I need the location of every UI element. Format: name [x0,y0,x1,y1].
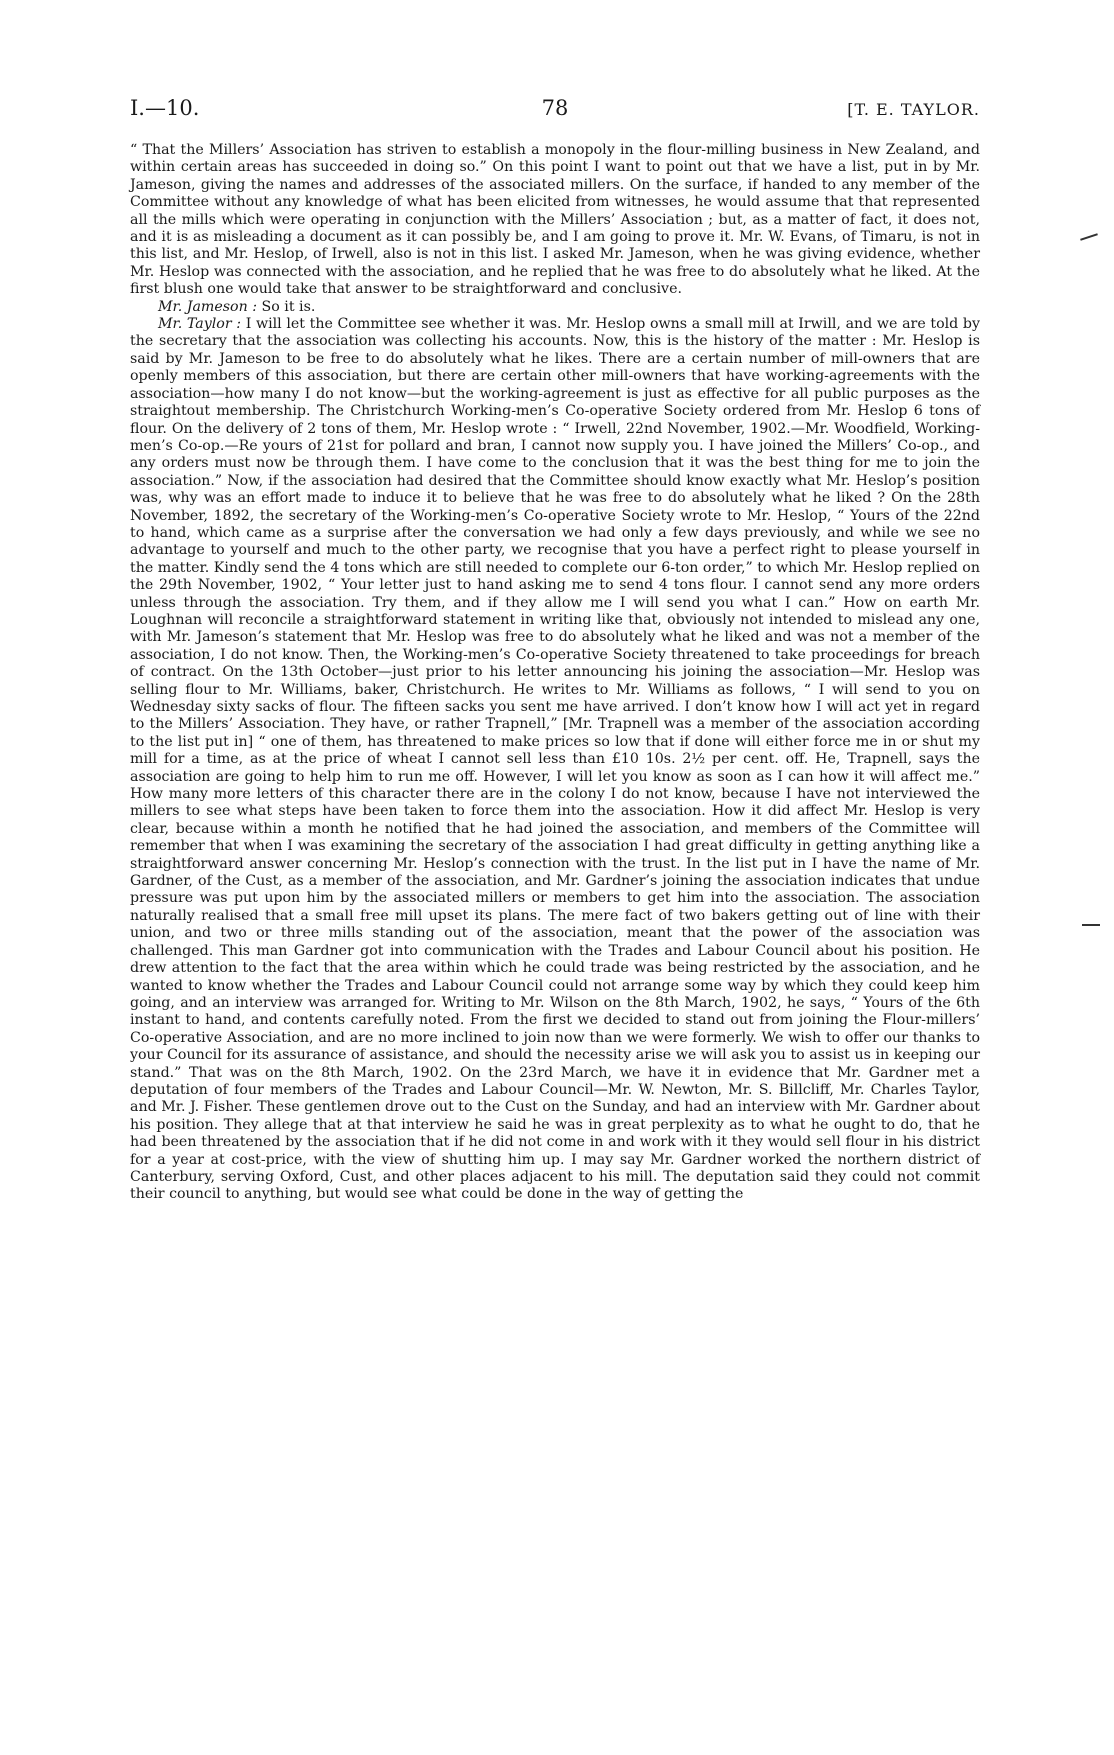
body-text [130,142,980,1204]
page-header [130,96,980,126]
paragraph [130,299,980,316]
paragraph-text: “ That the Millers’ Association has striven to establish a monopoly in the flour-milling business in New Zealand, and within certain areas has succeeded in doing so.” On this point I want to point out that we have a list, put in by Mr. Jameson, giving the names and addresses of the associated millers. On the surface, if handed to any member of the Committee without any knowledge of what has been elicited from witnesses, he would assume that that represented all the mills which were operating in conjunction with the Millers’ Association ; but, as a matter of fact, it does not, and it is as misleading a document as it can possibly be, and I am going to prove it. Mr. W. Evans, of Timaru, is not in this list, and Mr. Heslop, of Irwell, also is not in this list. I asked Mr. Jameson, when he was giving evidence, whether Mr. Heslop was connected with the association, and he replied that he was free to do absolutely what he liked. At the first blush one would take that answer to be straightforward and conclusive. [130,142,980,298]
margin-mark [1080,233,1098,240]
paragraph [130,142,980,299]
paragraph-text: I will let the Committee see whether it was. Mr. Heslop owns a small mill at Irwill, and we are told by the secretary that the association was collecting his accounts. Now, this is the history of the matter : Mr. Heslop is said by Mr. Jameson to be free to do absolutely what he likes. There are a certain number of mill-owners that are openly members of this association, but there are certain other mill-owners that have working-agreements with the association—how many I do not know—but the working-agreement is just as effective for all public purposes as the straightout membership. The Christchurch Working-men’s Co-operative Society ordered from Mr. Heslop 6 tons of flour. On the delivery of 2 tons of them, Mr. Heslop wrote : “ Irwell, 22nd November, 1902.—Mr. Woodfield, Working-men’s Co-op.—Re yours of 21st for pollard and bran, I cannot now supply you. I have joined the Millers’ Co-op., and any orders must now be through them. I have come to the conclusion that it was the best thing for me to join the association.” Now, if the association had desired that the Committee should know exactly what Mr. Heslop’s position was, why was an effort made to induce it to believe that he was free to do absolutely what he liked ? On the 28th November, 1892, the secretary of the Working-men’s Co-operative Society wrote to Mr. Heslop, “ Yours of the 22nd to hand, which came as a surprise after the conversation we had only a few days previously, and while we see no advantage to yourself and much to the other party, we recognise that you have a perfect right to please yourself in the matter. Kindly send the 4 tons which are still needed to complete our 6-ton order,” to which Mr. Heslop replied on the 29th November, 1902, “ Your letter just to hand asking me to send 4 tons flour. I cannot send any more orders unless through the association. Try them, and if they allow me I will send you what I can.” How on earth Mr. Loughnan will reconcile a straightforward statement in writing like that, obviously not intended to mislead any one, with Mr. Jameson’s statement that Mr. Heslop was free to do absolutely what he liked and was not a member of the association, I do not know. Then, the Working-men’s Co-operative Society threatened to take proceedings for breach of contract. On the 13th October—just prior to his letter announcing his joining the association—Mr. Heslop was selling flour to Mr. Williams, baker, Christchurch. He writes to Mr. Williams as follows, “ I will send to you on Wednesday sixty sacks of flour. The fifteen sacks you sent me have arrived. I don’t know how I will act yet in regard to the Millers’ Association. They have, or rather Trapnell,” [Mr. Trapnell was a member of the association according to the list put in] “ one of them, has threatened to make prices so low that if done will either force me in or shut my mill for a time, as at the price of wheat I cannot sell less than £10 10s. 2½ per cent. off. He, Trapnell, says the association are going to help him to run me off. However, I will let you know as soon as I can how it will affect me.” How many more letters of this character there are in the colony I do not know, because I have not interviewed the millers to see what steps have been taken to force them into the association. How it did affect Mr. Heslop is very clear, because within a month he notified that he had joined the association, and members of the Committee will remember that when I was examining the secretary of the association I had great difficulty in getting anything like a straightforward answer concerning Mr. Heslop’s connection with the trust. In the list put in I have the name of Mr. Gardner, of the Cust, as a member of the association, and Mr. Gardner’s joining the association indicates that undue pressure was put upon him by the associated millers or members to get him into the association. The association naturally realised that a small free mill upset its plans. The mere fact of two bakers getting out of line with their union, and two or three mills standing out of the association, meant that the power of the association was challenged. This man Gardner got into communication with the Trades and Labour Council about his position. He drew attention to the fact that the area within which he could trade was being restricted by the association, and he wanted to know whether the Trades and Labour Council could not arrange some way by which they could keep him going, and an interview was arranged for. Writing to Mr. Wilson on the 8th March, 1902, he says, “ Yours of the 6th instant to hand, and contents carefully noted. From the first we decided to stand out from joining the Flour-millers’ Co-operative Association, and are no more inclined to join now than we were formerly. We wish to offer our thanks to your Council for its assurance of assistance, and should the necessity arise we will ask you to assist us in keeping our stand.” That was on the 8th March, 1902. On the 23rd March, we have it in evidence that Mr. Gardner met a deputation of four members of the Trades and Labour Council—Mr. W. Newton, Mr. S. Billcliff, Mr. Charles Taylor, and Mr. J. Fisher. These gentlemen drove out to the Cust on the Sunday, and had an interview with Mr. Gardner about his position. They allege that at that interview he said he was in great perplexity as to what he ought to do, that he had been threatened by the association that if he did not come in and work with it they would sell flour in his district for a year at cost-price, with the view of shutting him up. I may say Mr. Gardner worked the northern district of Canterbury, serving Oxford, Cust, and other places adjacent to his mill. The deputation said they could not commit their council to anything, but would see what could be done in the way of getting the [130,316,980,1203]
paragraph [130,316,980,1204]
paragraph-text: So it is. [261,298,316,315]
speaker-label: Mr. Taylor : [158,316,242,333]
witness-name: [T. E. TAYLOR. [847,100,980,119]
paper-reference: I.—10. [130,96,200,120]
speaker-label: Mr. Jameson : [158,298,258,315]
page-number: 78 [541,96,569,120]
margin-mark [1082,924,1100,926]
